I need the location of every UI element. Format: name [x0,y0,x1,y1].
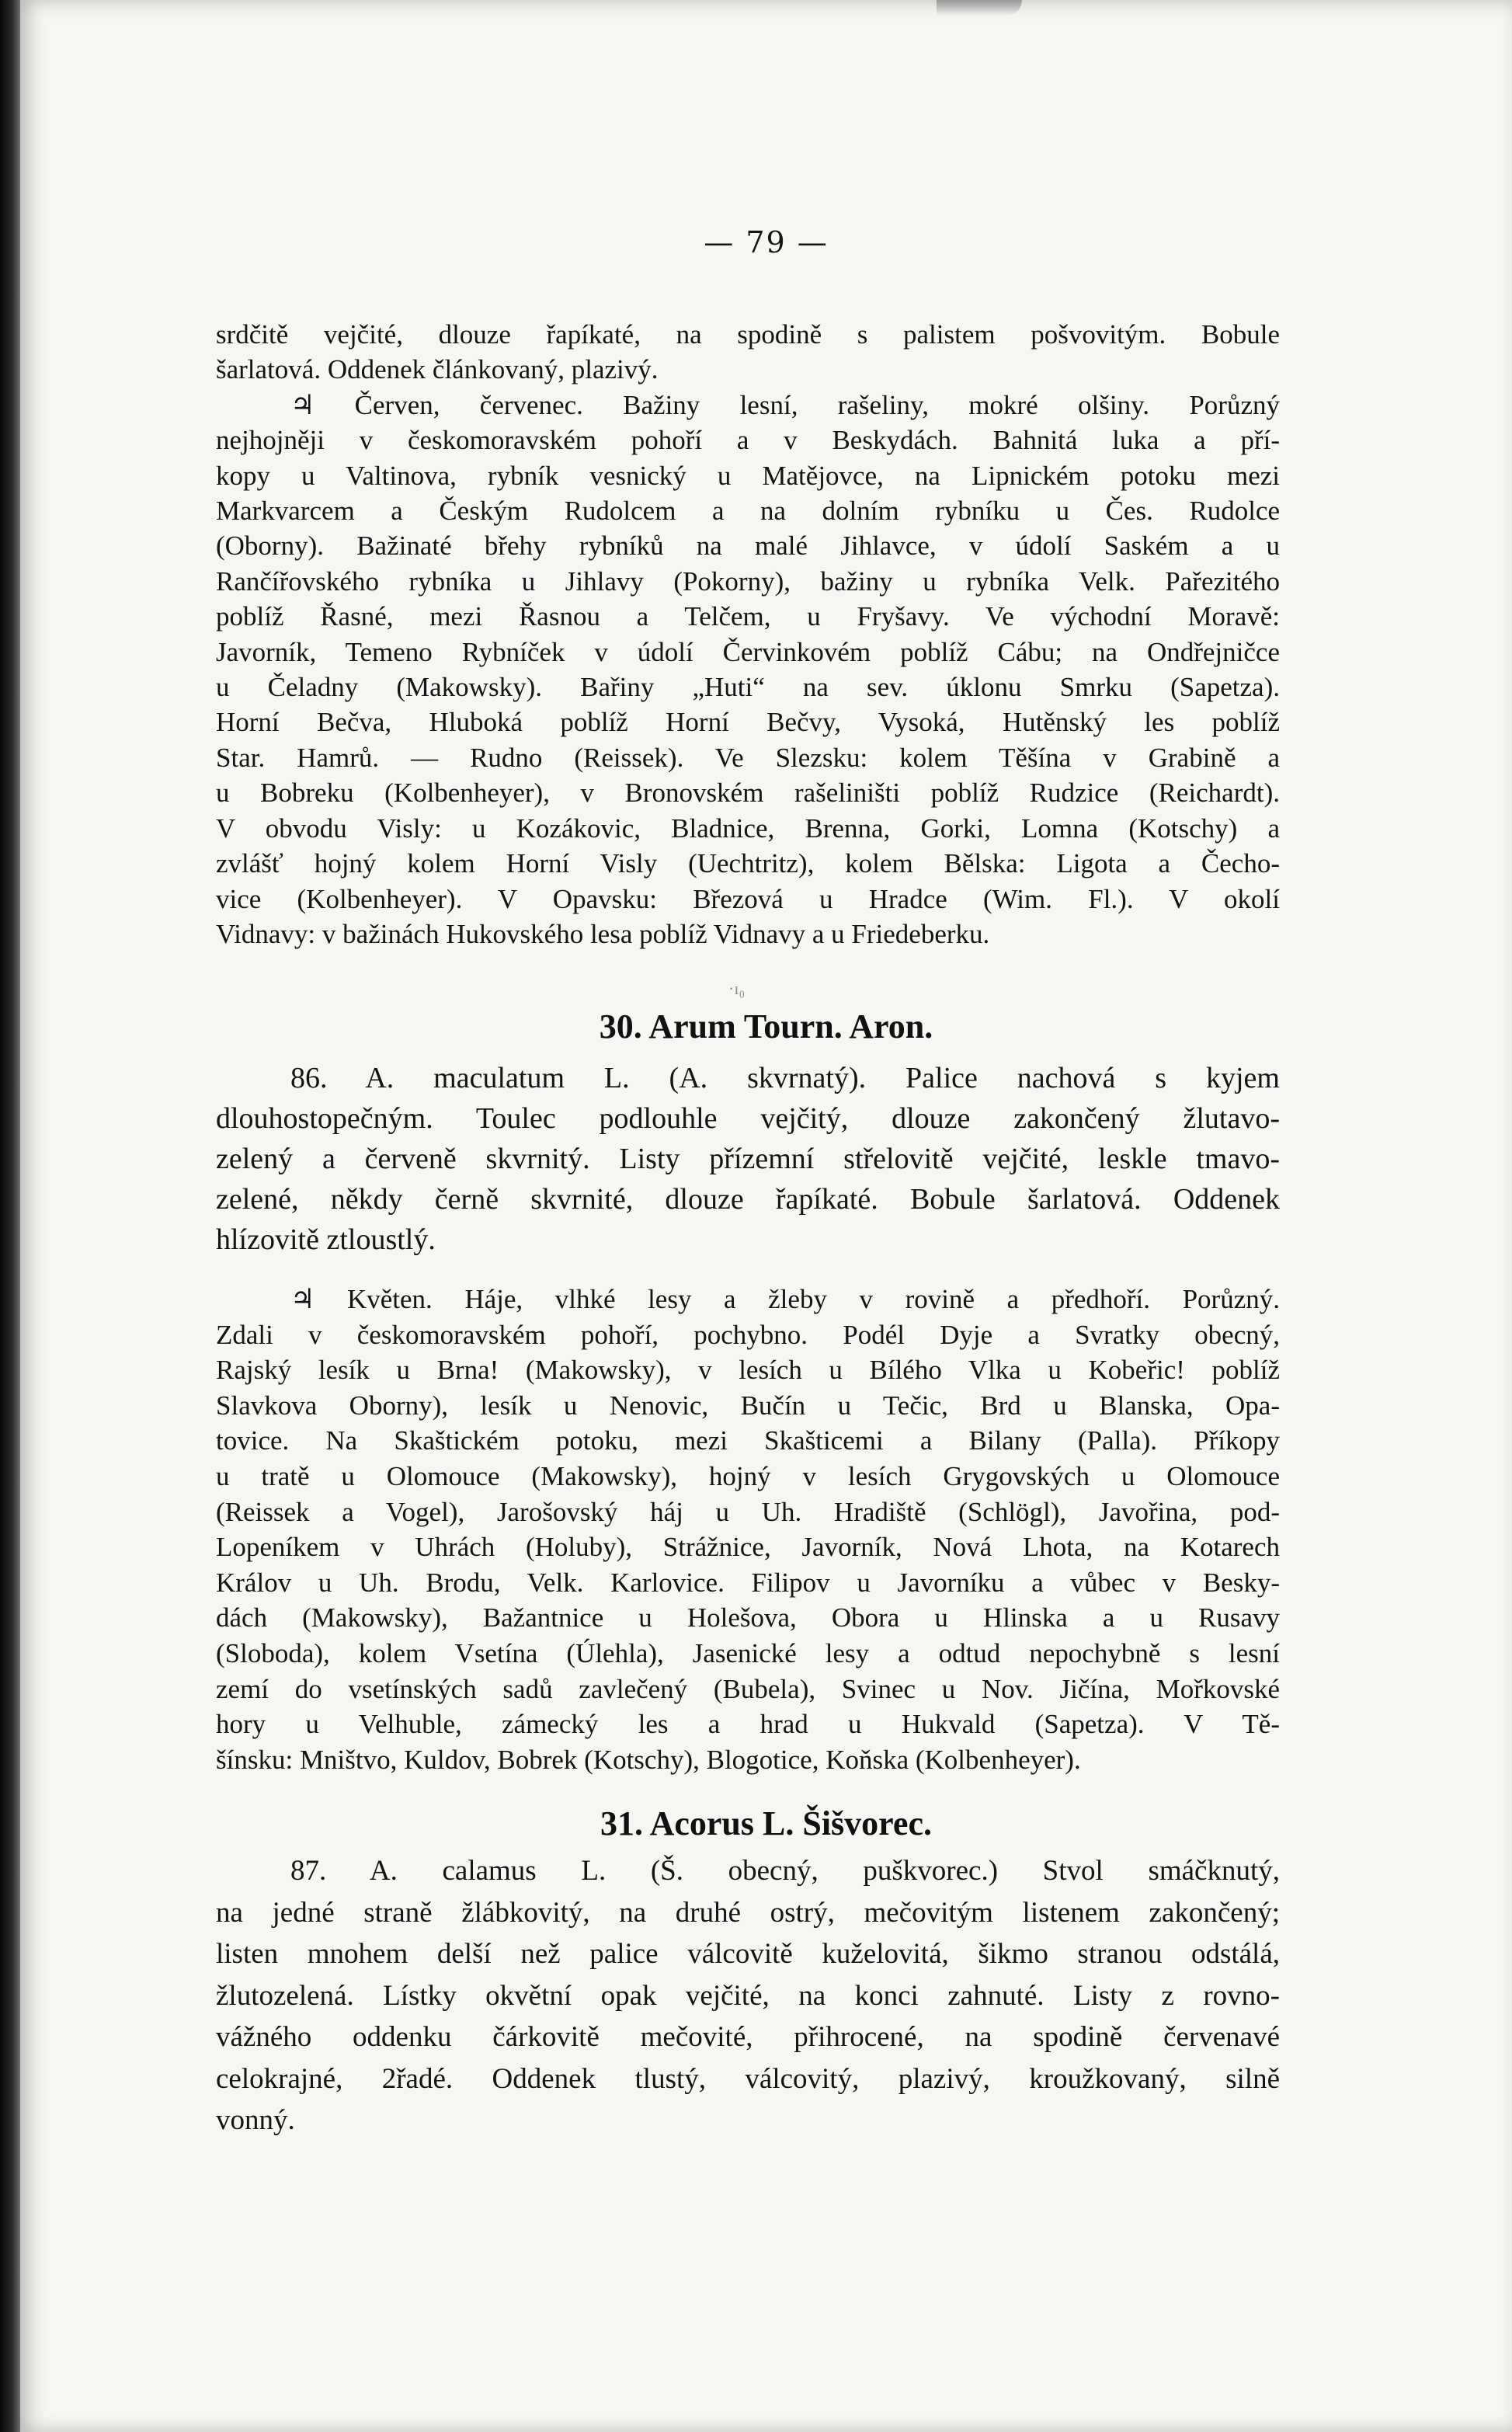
text-line: (Reissek a Vogel), Jarošovský háj u Uh. Hradiště (Schlögl), Javořina, pod- [216,1496,1280,1527]
text-line: V obvodu Visly: u Kozákovic, Bladnice, Brenna, Gorki, Lomna (Kotschy) a [216,812,1280,844]
text-line: celokrajné, 2řadé. Oddenek tlustý, válcovitý, plazivý, kroužkovaný, silně [216,2062,1280,2095]
species-86-description [216,1058,1280,1260]
text-line: Markvarcem a Českým Rudolcem a na dolním rybníku u Čes. Rudolce [216,496,1280,527]
text-line: ♃ Červen, červenec. Bažiny lesní, rašeliny, mokré olšiny. Porůzný [290,389,1280,420]
text-line: dách (Makowsky), Bažantnice u Holešova, Obora u Hlinska a u Rusavy [216,1602,1280,1634]
species-86-distribution [216,1282,1280,1777]
text-line: Rančířovského rybníka u Jihlavy (Pokorny), bažiny u rybníka Velk. Pařezitého [216,565,1280,597]
text-line: poblíž Řasné, mezi Řasnou a Telčem, u Fryšavy. Ve východní Moravě: [216,601,1280,632]
text-line: hlízovitě ztloustlý. [216,1223,436,1256]
text-line: Horní Bečva, Hluboká poblíž Horní Bečvy, Vysoká, Hutěnský les poblíž [216,707,1280,738]
text-line: Zdali v českomoravském pohoří, pochybno. Podél Dyje a Svratky obecný, [216,1319,1280,1350]
book-page [20,0,1512,2432]
text-line: Králov u Uh. Brodu, Velk. Karlovice. Filipov u Javorníku a vůbec v Besky- [216,1567,1280,1598]
text-line: u Čeladny (Makowsky). Bařiny „Huti“ na sev. úklonu Smrku (Sapetza). [216,672,1280,703]
text-line: Lopeníkem v Uhrách (Holuby), Strážnice, Javorník, Nová Lhota, na Kotarech [216,1532,1280,1563]
text-line: dlouhostopečným. Toulec podlouhle vejčitý, dlouze zakončený žlutavo- [216,1102,1280,1135]
section-heading-arum: 30. Arum Tourn. Aron. [599,1007,933,1046]
text-line: kopy u Valtinova, rybník vesnický u Matějovce, na Lipnickém potoku mezi [216,460,1280,491]
text-line: zemí do vsetínských sadů zavlečený (Bubela), Svinec u Nov. Jičína, Mořkovské [216,1673,1280,1704]
text-line: Javorník, Temeno Rybníček v údolí Červinkovém poblíž Cábu; na Ondřejničce [216,636,1280,667]
ink-stain-mark: ·ı₀ [728,979,746,998]
page-number: — 79 — [704,225,829,259]
scan-artifact [937,0,1022,16]
text-line: vážného oddenku čárkovitě mečovité, přihrocené, na spodině červenavé [216,2021,1280,2053]
text-line: zvlášť hojný kolem Horní Visly (Uechtritz), kolem Bělska: Ligota a Čecho- [216,848,1280,879]
text-line: ♃ Květen. Háje, vlhké lesy a žleby v rovině a předhoří. Porůzný. [290,1284,1280,1314]
text-line: Slavkova Oborny), lesík u Nenovic, Bučín u Tečic, Brd u Blanska, Opa- [216,1390,1280,1421]
text-line: Star. Hamrů. — Rudno (Reissek). Ve Slezsku: kolem Těšína v Grabině a [216,742,1280,773]
text-line: nejhojněji v českomoravském pohoří a v Beskydách. Bahnitá luka a pří- [216,425,1280,456]
text-line: srdčitě vejčité, dlouze řapíkaté, na spodině s palistem pošvovitým. Bobule [216,319,1280,350]
text-line: u Bobreku (Kolbenheyer), v Bronovském rašeliništi poblíž Rudzice (Reichardt). [216,778,1280,809]
text-line: Vidnavy: v bažinách Hukovského lesa poblíž Vidnavy a u Friedeberku. [216,918,990,949]
text-line: u tratě u Olomouce (Makowsky), hojný v lesích Grygovských u Olomouce [216,1460,1280,1491]
text-line: (Sloboda), kolem Vsetína (Úlehla), Jasenické lesy a odtud nepochybně s lesní [216,1637,1280,1668]
text-line: vice (Kolbenheyer). V Opavsku: Březová u Hradce (Wim. Fl.). V okolí [216,883,1280,914]
text-line: šarlatová. Oddenek článkovaný, plazivý. [216,354,659,385]
text-line: listen mnohem delší než palice válcovitě kuželovitá, šikmo stranou odstálá, [216,1938,1280,1970]
text-line: šínsku: Mništvo, Kuldov, Bobrek (Kotschy), Blogotice, Koňska (Kolbenheyer). [216,1744,1081,1775]
text-line: 86. A. maculatum L. (A. skvrnatý). Palice nachová s kyjem [290,1062,1280,1094]
text-line: hory u Velhuble, zámecký les a hrad u Hukvald (Sapetza). V Tě- [216,1709,1280,1740]
text-line: (Oborny). Bažinaté břehy rybníků na malé Jihlavce, v údolí Saském a u [216,531,1280,562]
text-line: na jedné straně žlábkovitý, na druhé ostrý, mečovitým listenem zakončený; [216,1896,1280,1929]
text-line: tovice. Na Skaštickém potoku, mezi Skašticemi a Bilany (Palla). Příkopy [216,1425,1280,1456]
section-heading-acorus: 31. Acorus L. Šišvorec. [600,1804,932,1842]
text-line: vonný. [216,2104,295,2136]
text-line: Rajský lesík u Brna! (Makowsky), v lesích u Bílého Vlka u Kobeřic! poblíž [216,1355,1280,1386]
text-line: zelený a červeně skvrnitý. Listy přízemní střelovitě vejčité, leskle tmavo- [216,1143,1280,1175]
text-line: 87. A. calamus L. (Š. obecný, puškvorec.) Stvol smáčknutý, [290,1855,1280,1887]
species-87-description [216,1850,1280,2141]
text-line: zelené, někdy černě skvrnité, dlouze řapíkaté. Bobule šarlatová. Oddenek [216,1183,1280,1216]
book-binding-edge [0,0,20,2432]
text-line: žlutozelená. Lístky okvětní opak vejčité, na konci zahnuté. Listy z rovno- [216,1979,1280,2012]
aron-continuation-text [216,317,1280,952]
